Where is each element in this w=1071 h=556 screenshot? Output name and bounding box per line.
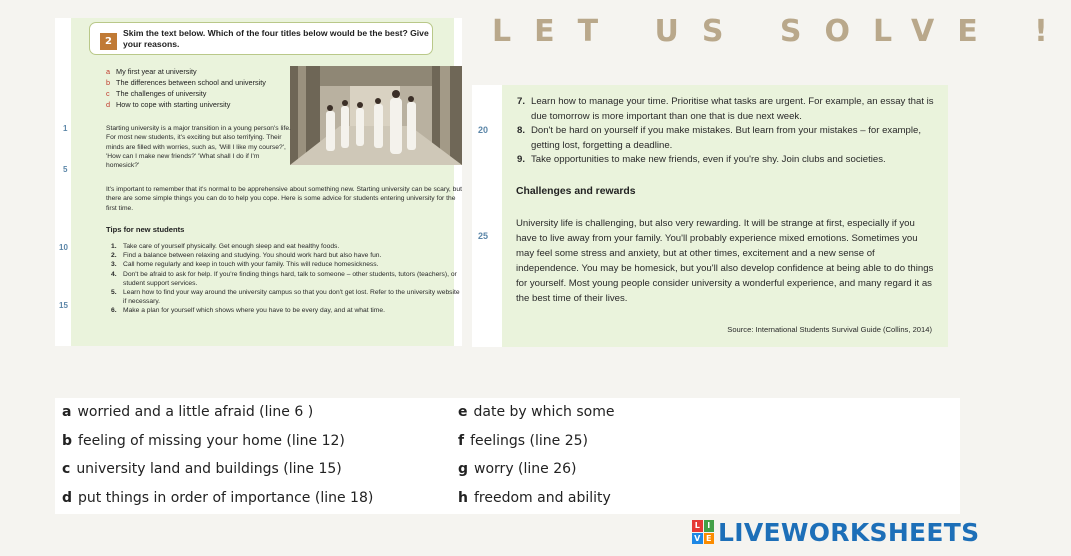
second-paragraph: It's important to remember that it's normal to be apprehensive about something new. Starting university can be scary, but there are some simple things you can do to help you cope. Here is some advice for students entering university for the first time.: [106, 186, 462, 212]
tip-item: 8. Don't be hard on yourself if you make mistakes. But learn from your mistakes – for example, getting lost, forgetting a deadline.: [517, 125, 922, 151]
option-c: c The challenges of university: [106, 89, 207, 98]
line-number: 5: [63, 165, 68, 174]
tips-list: [111, 242, 461, 316]
vocab-item-b: b feeling of missing your home (line 12): [62, 432, 345, 449]
tip-item: 7. Learn how to manage your time. Prioritise what tasks are urgent. For example, an essay that is due tomorrow is more important than one that is due next week.: [517, 96, 934, 122]
challenges-title: Challenges and rewards: [516, 186, 636, 197]
line-number: 20: [478, 125, 489, 135]
tip-item: 4. Don't be afraid to ask for help. If you're finding things hard, talk to someone – other students, tutors (teachers), or student support services.: [111, 270, 457, 287]
challenges-paragraph: University life is challenging, but also very rewarding. It will be strange at first, especially if you have to live away from your family. You'll probably experience mixed emotions. Sometimes you may feel some stress and anxiety, but at other times, excitement and a new sense of independence. You may be homesick, but you'll also develop confidence at being able to do things for yourself. Most young people consider university a wonderful experience, and many regard it as the best time of their lives.: [516, 218, 934, 305]
line-number: 1: [63, 124, 68, 133]
task-box: [89, 22, 433, 55]
vocab-column-left: [62, 398, 373, 512]
option-a: a My first year at university: [106, 67, 197, 76]
tips-list-continued: [517, 95, 937, 168]
title-options: [106, 66, 296, 110]
logo-text: LIVEWORKSHEETS: [718, 517, 980, 547]
liveworksheets-logo[interactable]: [692, 516, 979, 548]
vocab-column-right: [458, 398, 615, 512]
vocab-item-d: d put things in order of importance (line 18): [62, 489, 374, 506]
vocab-item-f: f feelings (line 25): [458, 432, 588, 449]
line-number: 25: [478, 231, 489, 241]
tips-title: Tips for new students: [106, 225, 185, 234]
vocab-item-h: h freedom and ability: [458, 489, 611, 506]
vocabulary-box: [55, 398, 960, 514]
vocab-item-e: e date by which some: [458, 404, 615, 421]
reading-panel-right: [472, 85, 948, 347]
source-citation: Source: International Students Survival Guide (Collins, 2014): [727, 325, 932, 334]
reading-panel-left-bg: [71, 18, 462, 346]
tip-item: 9. Take opportunities to make new friends, even if you're shy. Join clubs and societies.: [517, 154, 886, 166]
tip-item: 3. Call home regularly and keep in touch with your family. This will reduce homesickness.: [111, 261, 379, 269]
option-b: b The differences between school and university: [106, 78, 266, 87]
option-d: d How to cope with starting university: [106, 100, 231, 109]
reading-panel-left: [55, 18, 462, 346]
intro-paragraph: Starting university is a major transition in a young person's life. For most new students, it's exciting but also terrifying. Their minds are filled with worries, such as, 'Will I like my course?', 'How can I make new friends?' 'What shall I do if I'm homesick?': [106, 125, 291, 170]
page-title: LET US SOLVE !: [492, 14, 1071, 49]
tip-item: 5. Learn how to find your way around the university campus so that you don't get lost. Refer to the university website if necessary.: [111, 289, 460, 306]
tip-item: 2. Find a balance between relaxing and studying. You should work hard but also have fun.: [111, 252, 382, 260]
vocab-item-c: c university land and buildings (line 15): [62, 461, 342, 478]
line-number: 10: [59, 243, 68, 252]
tip-item: 1. Take care of yourself physically. Get enough sleep and eat healthy foods.: [111, 243, 340, 250]
live-badge-icon: L I V E: [692, 520, 714, 544]
task-number: 2: [100, 33, 117, 50]
students-campus-photo: [290, 66, 462, 165]
task-instruction: Skim the text below. Which of the four titles below would be the best? Give your reasons.: [123, 28, 429, 49]
vocab-item-a: a worried and a little afraid (line 6 ): [62, 404, 314, 421]
line-number: 15: [59, 301, 68, 310]
vocab-item-g: g worry (line 26): [458, 461, 577, 478]
tip-item: 6. Make a plan for yourself which shows where you have to be every day, and at what time.: [111, 307, 385, 315]
